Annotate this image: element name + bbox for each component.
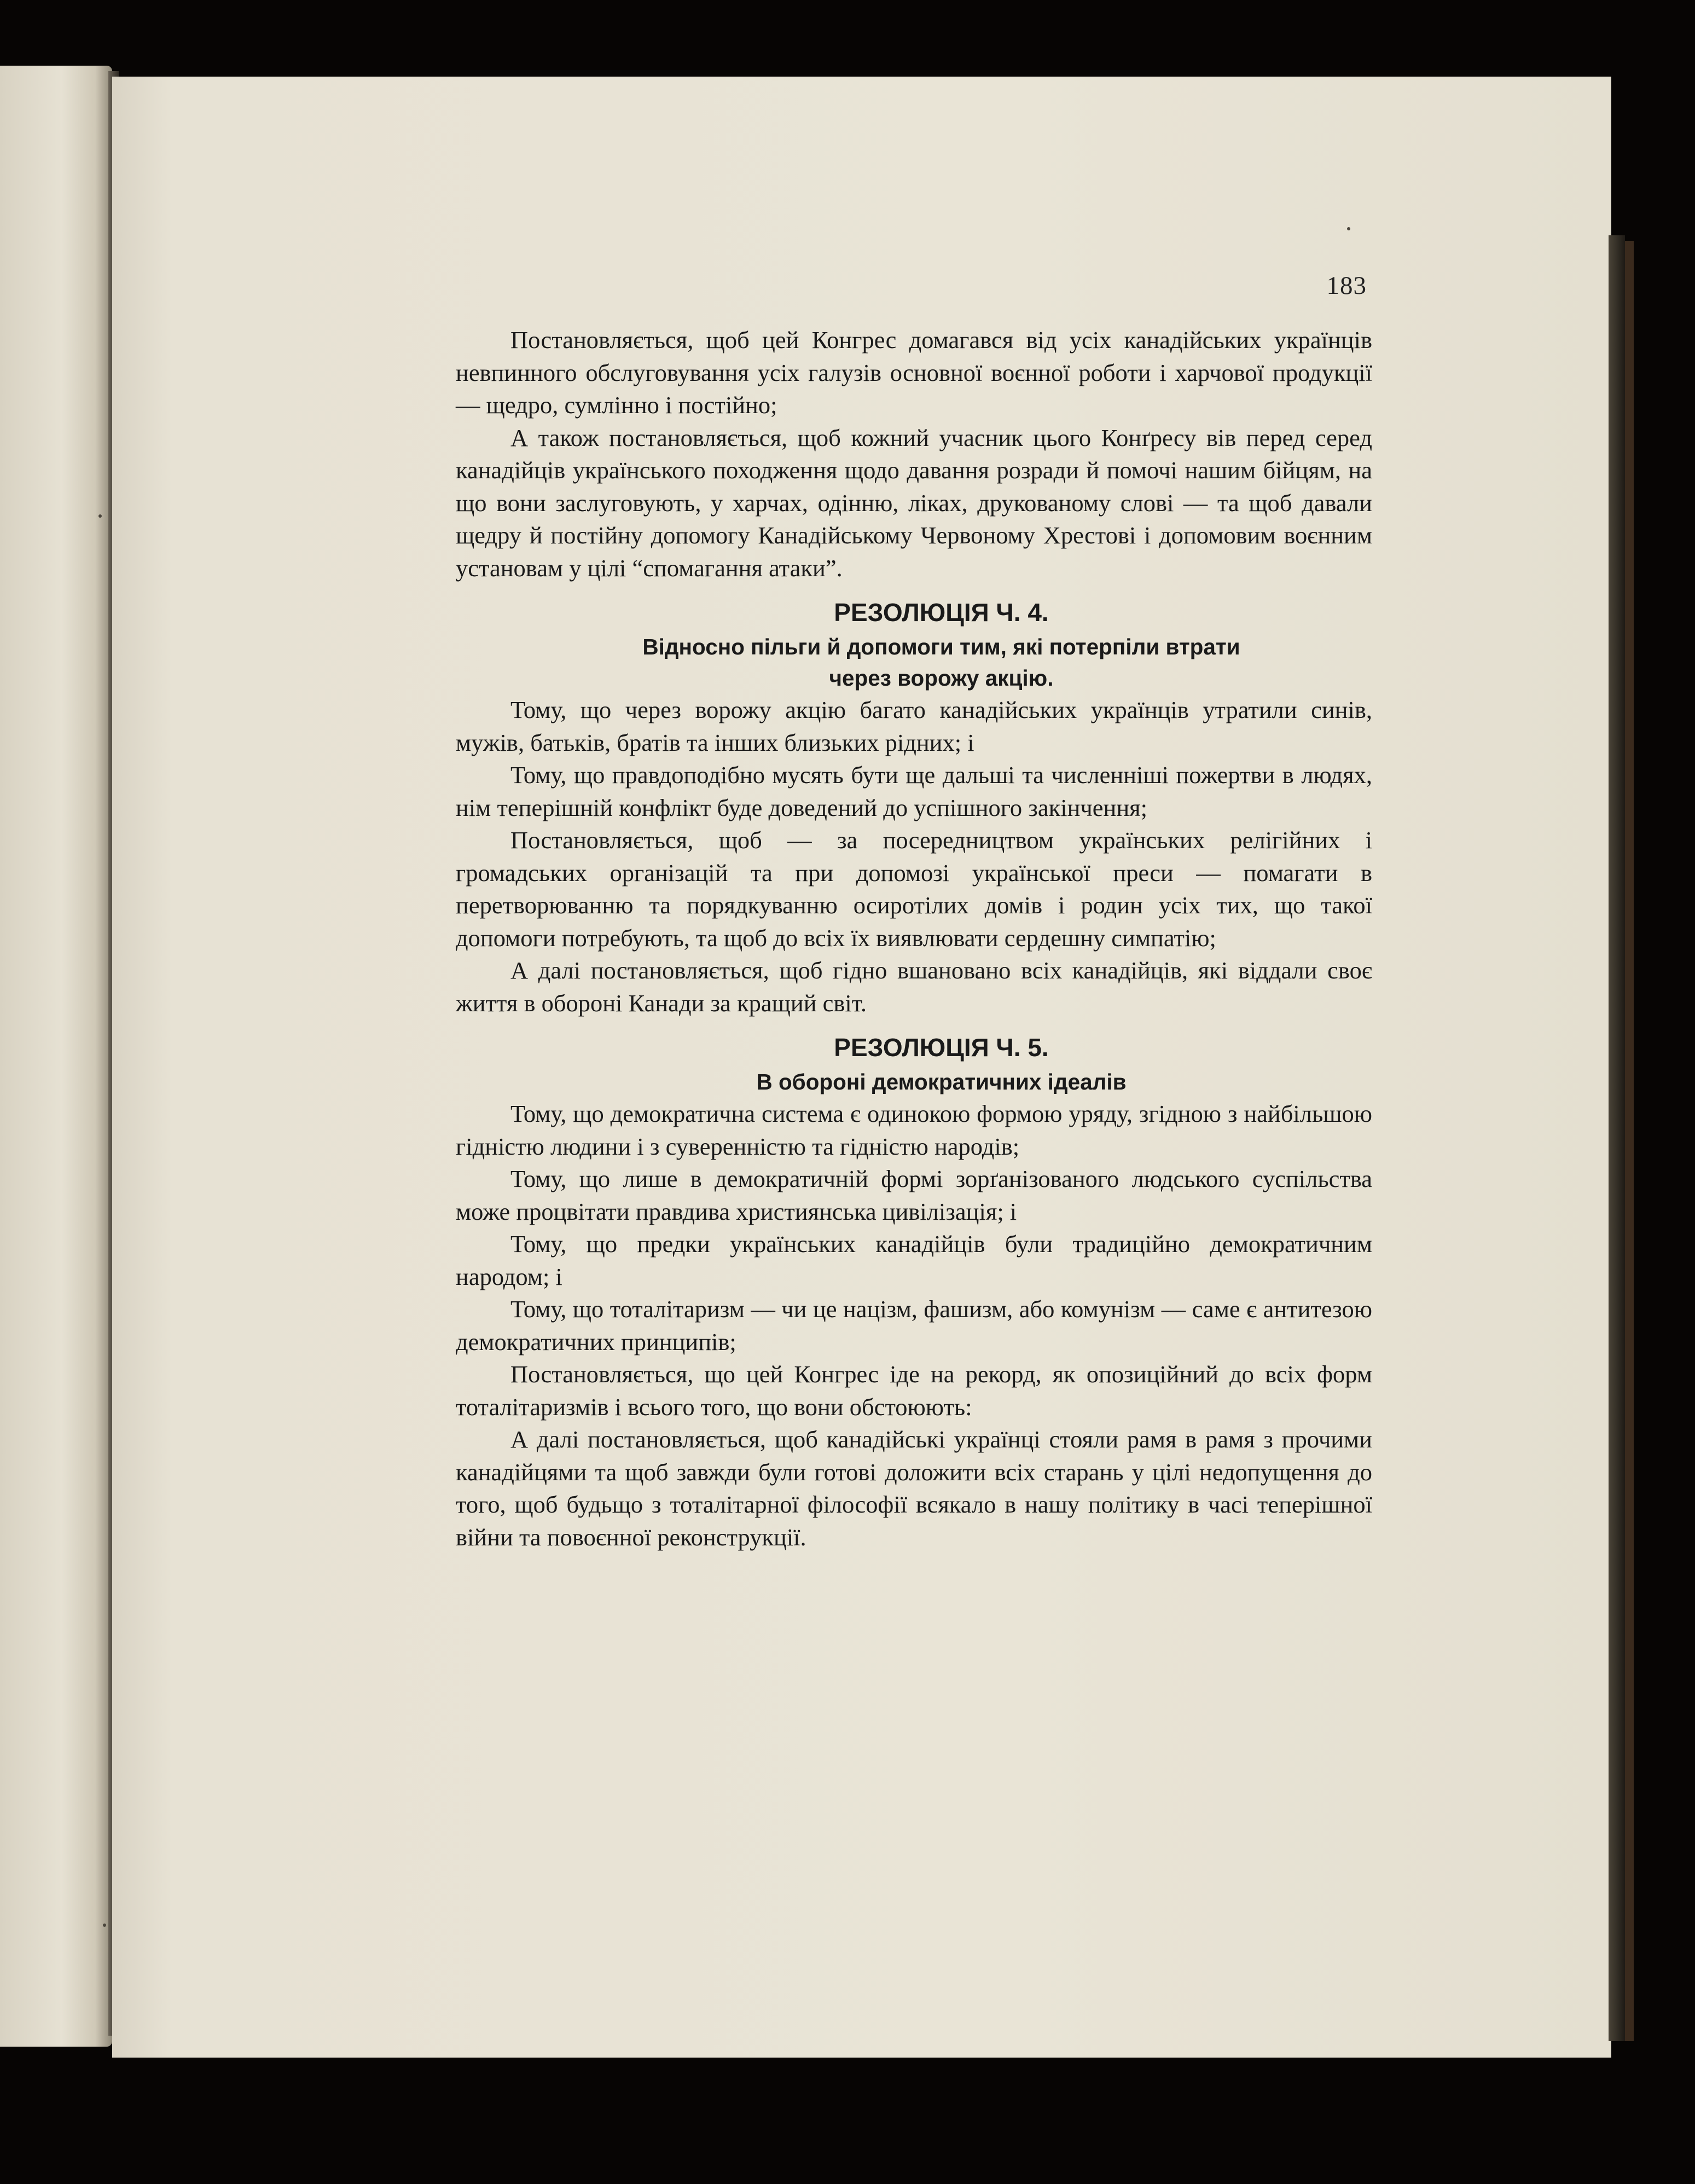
paragraph: Тому, що через ворожу акцію багато канадійських українців утратили синів, мужів, батьків, братів та інших близьких рідних; і	[456, 696, 1372, 756]
paragraph: Постановляється, щоб — за посередництвом українських релігійних і громадських організацій та при допомозі української преси — помагати в перетворюванню та порядкуванню осиротілих домів і родин усіх тих, що такої допомоги потребують, та щоб до всіх їх виявлювати сердешну симпатію;	[456, 826, 1372, 952]
resolution-4-title: РЕЗОЛЮЦІЯ Ч. 4.	[834, 598, 1049, 627]
paragraph: Тому, що демократична система є одинокою формою уряду, згідною з найбільшою гідністю людини і з суверенністю та гідністю народів;	[456, 1100, 1372, 1160]
paragraph: А далі постановляється, щоб гідно вшановано всіх канадійців, які віддали своє життя в обороні Канади за кращий світ.	[456, 957, 1372, 1017]
paper-speck	[98, 514, 102, 518]
resolution-4-subtitle: через ворожу акцію.	[829, 665, 1054, 691]
paragraph: А далі постановляється, щоб канадійські українці стояли рамя в рамя з прочими канадійцями та щоб завжди були готові доложити всіх старань у цілі недопущення до того, щоб будьщо з тоталітарної філософії всякало в нашу політику в часі теперішної війни та повоєнної реконструкції.	[456, 1426, 1372, 1551]
left-page-edge	[0, 66, 112, 2047]
paragraph: Тому, що предки українських канадійців були традиційно демократичним народом; і	[456, 1230, 1372, 1290]
resolution-5-title: РЕЗОЛЮЦІЯ Ч. 5.	[834, 1033, 1049, 1062]
paragraph: Тому, що правдоподібно мусять бути ще дальші та численніші пожертви в людях, нім теперішній конфлікт буде доведений до успішного закінчення;	[456, 761, 1372, 821]
paragraph: Тому, що тоталітаризм — чи це націзм, фашизм, або комунізм — саме є антитезою демократичних принципів;	[456, 1295, 1372, 1355]
page-content	[456, 324, 1372, 1554]
paper-speck	[103, 1924, 106, 1927]
page-edge-shadow	[1609, 235, 1625, 2041]
resolution-4-subtitle: Відносно пільги й допомоги тим, які потерпіли втрати	[642, 634, 1240, 659]
paragraph: Тому, що лише в демократичній формі зорґанізованого людського суспільства може процвітати правдива християнська цивілізація; і	[456, 1165, 1372, 1225]
paragraph: А також постановляється, щоб кожний учасник цього Конґресу вів перед серед канадійців українського походження щодо давання розради й помочі нашим бійцям, на що вони заслуговують, у харчах, одінню, ліках, друкованому слові — та щоб давали щедру й постійну допомогу Канадійському Червоному Хрестові і допомовим воєнним установам у цілі “спомагання атаки”.	[456, 424, 1372, 582]
paragraph: Постановляється, щоб цей Конгрес домагався від усіх канадійських українців невпинного обслуговування усіх галузів основної воєнної роботи і харчової продукції — щедро, сумлінно і постійно;	[456, 326, 1372, 419]
paper-speck	[1347, 227, 1350, 230]
page-number: 183	[1326, 271, 1367, 300]
paragraph: Постановляється, що цей Конгрес іде на рекорд, як опозиційний до всіх форм тоталітаризмів і всього того, що вони обстоюють:	[456, 1360, 1372, 1421]
binding-strip	[1625, 241, 1634, 2041]
resolution-5-subtitle: В обороні демократичних ідеалів	[756, 1069, 1127, 1094]
